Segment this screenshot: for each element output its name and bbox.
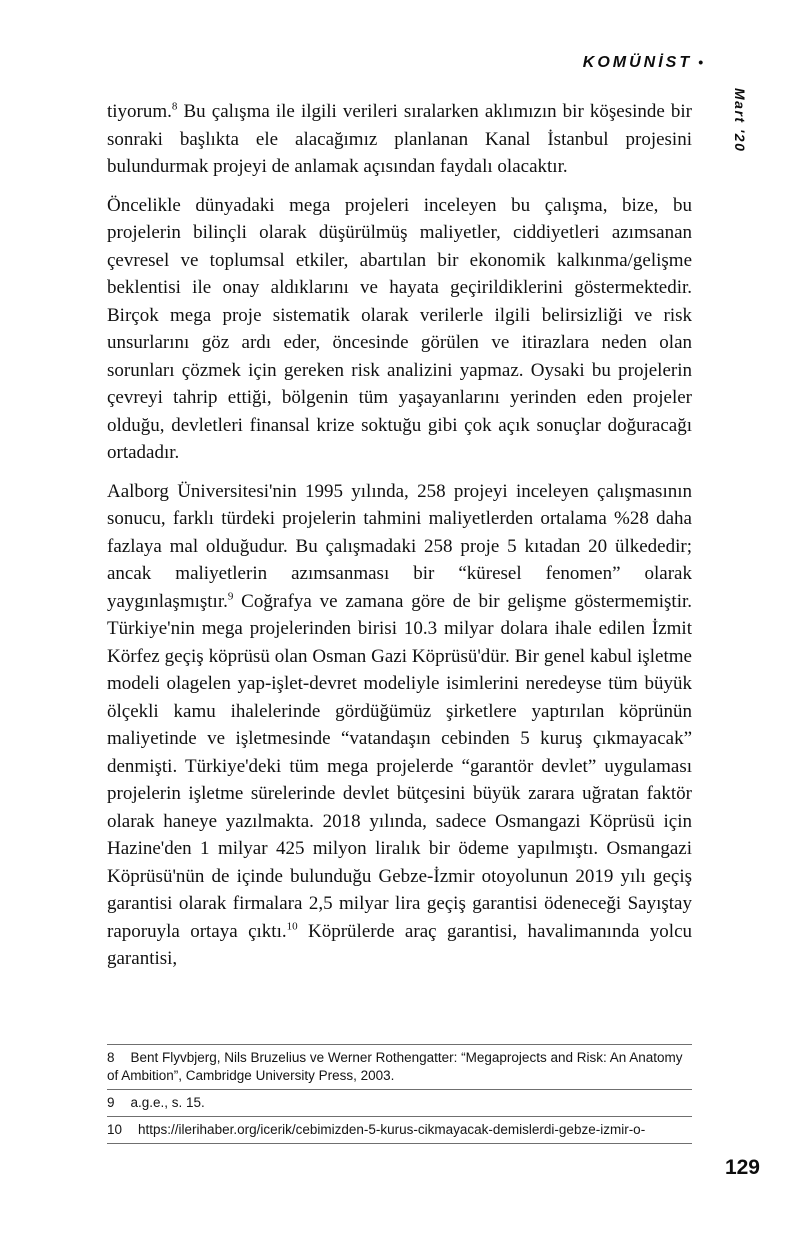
magazine-title: KOMÜNİST [582,54,693,71]
footnote-list [107,1044,692,1144]
footnote-ref: 10 [286,920,298,933]
page-number: 129 [724,1156,760,1179]
footnote-ref: 8 [171,100,178,113]
page-header [583,54,703,72]
footnote-text: Bent Flyvbjerg, Nils Bruzelius ve Werner Rothengatter: “Megaprojects and Risk: An Anatomy of Ambition”, Cambridge University Press, 2003. [107,1050,683,1083]
paragraph: Aalborg Üniversitesi'nin 1995 yılında, 258 projeyi inceleyen çalışmasının sonucu, farklı türdeki projelerin tahmini maliyetlerden ortalama %28 daha fazlaya mal olduğudur. Bu çalışmadaki 258 proje 5 kıtadan 20 ülkededir; ancak maliyetlerin azımsanması bir “küresel fenomen” olarak yaygınlaşmıştır.$^9$ Coğrafya ve zamana göre de bir gelişme göstermemiştir. Türkiye'nin mega projelerinden birisi 10.3 milyar dolara ihale edilen İzmit Körfez geçiş köprüsü olan Osman Gazi Köprüsü'dür. Bir genel kabul işletme modeli olagelen yap-işlet-devret modeliyle isimlerini neredeyse tüm büyük ölçekli kamu ihalelerinde gördüğümüz şirketlere yaptırılan köprünün maliyetinde ve işletmesinde “vatandaşın cebinden 5 kuruş çıkmayacak” denmişti. Türkiye'deki tüm mega projelerde “garantör devlet” uygulaması projelerin işletme sürelerinde devlet bütçesini büyük zarara uğratan faktör olarak haneye yazılmakta. 2018 yılında, sadece Osmangazi Köprüsü için Hazine'den 1 milyar 425 milyon liralık bir ödeme yapılmıştı. Osmangazi Köprüsü'nün de içinde bulunduğu Gebze-İzmir otoyolunun 2019 yılı geçiş garantisi olarak firmalara 2,5 milyar lira geçiş garantisi ödeneceği Sayıştay raporuyla ortaya çıktı.$^{10}$ Köprülerde araç garantisi, havalimanında yolcu garantisi, [107,480,692,969]
footnote-ref: 9 [227,590,234,603]
body-text [107,98,692,973]
issue-date: Mart '20 [732,88,748,153]
footnote-number: 8 [107,1050,115,1065]
footnote [107,1089,692,1116]
footnote-text: a.g.e., s. 15. [130,1095,205,1110]
paragraph: Öncelikle dünyadaki mega projeleri inceleyen bu çalışma, bize, bu projelerin bilinçli olarak düşürülmüş maliyetler, ciddiyetleri azımsanan çevresel ve toplumsal etkiler, abartılan bir ekonomik kalkınma/gelişme beklentisi ile onay aldıklarını ve hayata geçirildiklerini göstermektedir. Birçok mega proje sistematik olarak verilerle ilgili belirsizliği ve risk unsurlarını göz ardı eder, öncesinde görülen ve itirazlara neden olan sorunları çözmek için gereken risk analizini yapmaz. Oysaki bu projelerin çevreyi tahrip ettiği, bölgenin tüm yaşayanlarını yerinden eden projeler olduğu, devletleri finansal krize soktuğu gibi çok açık sonuçlar doğuracağı ortadadır. [107,194,692,463]
footnote-number: 9 [107,1095,115,1110]
footnote [107,1044,692,1089]
footnote-number: 10 [107,1122,123,1137]
paragraph: tiyorum.$^8$ Bu çalışma ile ilgili verileri sıralarken aklımızın bir köşesinde bir sonraki başlıkta ele alacağımız planlanan Kanal İstanbul projesini bulundurmak projeyi de anlamak açısından faydalı olacaktır. [107,100,692,177]
footnote [107,1116,692,1143]
footnote-text: https://ilerihaber.org/icerik/cebimizden-5-kurus-cikmayacak-demislerdi-gebze-izmir-o- [138,1122,646,1137]
header-bullet: • [698,54,703,70]
